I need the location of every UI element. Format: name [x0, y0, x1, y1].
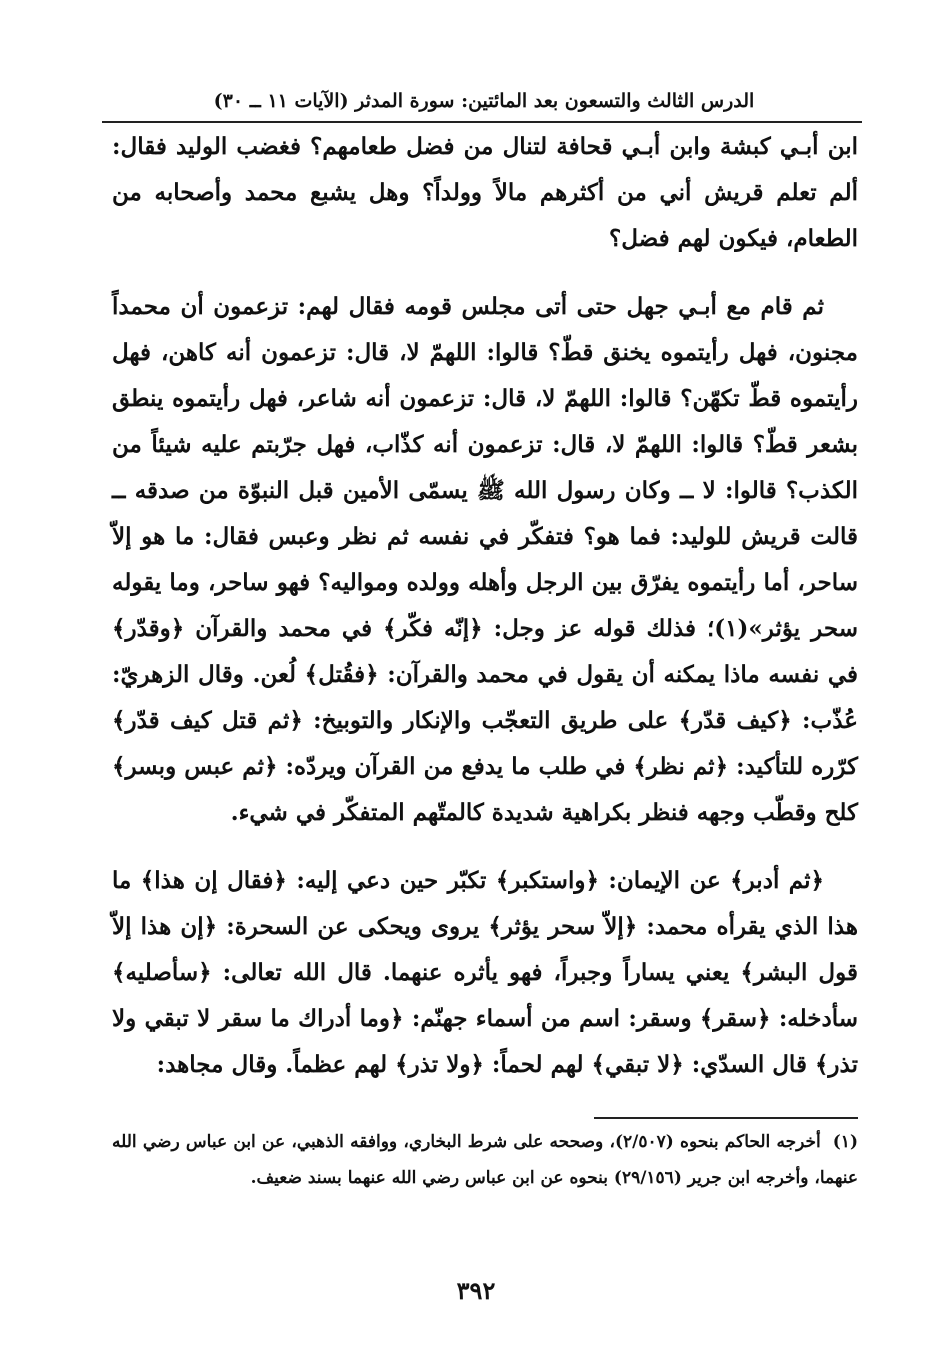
- footnote-number: (١): [832, 1132, 858, 1152]
- header-divider: [102, 121, 862, 123]
- page-number: ٣٩٢: [456, 1276, 496, 1305]
- paragraph-1: ابن أبـي كبشة وابن أبـي قحافة لتنال من فضل طعامهم؟ فغضب الوليد فقال: ألم تعلم قريش أني من أكثرهم مالاً وولداً؟ وهل يشبع محمد وأصحابه من الطعام، فيكون لهم فضل؟: [112, 133, 858, 252]
- running-header: الدرس الثالث والتسعون بعد المائتين: سورة المدثر (الآيات ١١ ــ ٣٠): [213, 90, 755, 112]
- footnote-divider: [594, 1117, 858, 1119]
- paragraph-2: ثم قام مع أبـي جهل حتى أتى مجلس قومه فقال لهم: تزعمون أن محمداً مجنون، فهل رأيتموه يخنق قطّ؟ قالوا: اللهمّ لا، قال: تزعمون أنه كاهن، فهل رأيتموه قطّ تكهّن؟ قالوا: اللهمّ لا، قال: تزعمون أنه شاعر، فهل رأيتموه ينطق بشعر قطّ؟ قالوا: اللهمّ لا، قال: تزعمون أنه كذّاب، فهل جرّبتم عليه شيئاً من الكذب؟ قالوا: لا ــ وكان رسول الله ﷺ يسمّى الأمين قبل النبوّة من صدقه ــ قالت قريش للوليد: فما هو؟ فتفكّر في نفسه ثم نظر وعبس فقال: ما هو إلاّ ساحر، أما رأيتموه يفرّق بين الرجل وأهله وولده ومواليه؟ فهو ساحر، وما يقوله سحر يؤثر»(١)؛ فذلك قوله عز وجل: ﴿إنّه فكّر﴾ في محمد والقرآن ﴿وقدّر﴾ في نفسه ماذا يمكنه أن يقول في محمد والقرآن: ﴿فقُتل﴾ لُعن. وقال الزهريّ: عُذّب: ﴿كيف قدّر﴾ على طريق التعجّب والإنكار والتوبيخ: ﴿ثم قتل كيف قدّر﴾ كرّره للتأكيد: ﴿ثم نظر﴾ في طلب ما يدفع من القرآن ويردّه: ﴿ثم عبس وبسر﴾ كلح وقطّب وجهه فنظر بكراهية شديدة كالمتّهم المتفكّر في شيء.: [112, 293, 859, 826]
- footnote-text: أخرجه الحاكم بنحوه (٢/٥٠٧)، وصححه على شرط البخاري، ووافقه الذهبي، عن ابن عباس رضي الله عنهما، وأخرجه ابن جرير (٢٩/١٥٦) بنحوه عن ابن عباس رضي الله عنهما بسند ضعيف.: [112, 1132, 858, 1188]
- main-text: [112, 124, 858, 1088]
- paragraph-3: ﴿ثم أدبر﴾ عن الإيمان: ﴿واستكبر﴾ تكبّر حين دعي إليه: ﴿فقال إن هذا﴾ ما هذا الذي يقرأه محمد: ﴿إلاّ سحر يؤثر﴾ يروى ويحكى عن السحرة: ﴿إن هذا إلاّ قول البشر﴾ يعني يساراً وجبراً، فهو يأثره عنهما. قال الله تعالى: ﴿سأصليه﴾ سأدخله: ﴿سقر﴾ وسقر: اسم من أسماء جهنّم: ﴿وما أدراك ما سقر لا تبقي ولا تذر﴾ قال السدّي: ﴿لا تبقي﴾ لهم لحماً: ﴿ولا تذر﴾ لهم عظماً. وقال مجاهد:: [112, 867, 858, 1078]
- footnote: [112, 1124, 858, 1196]
